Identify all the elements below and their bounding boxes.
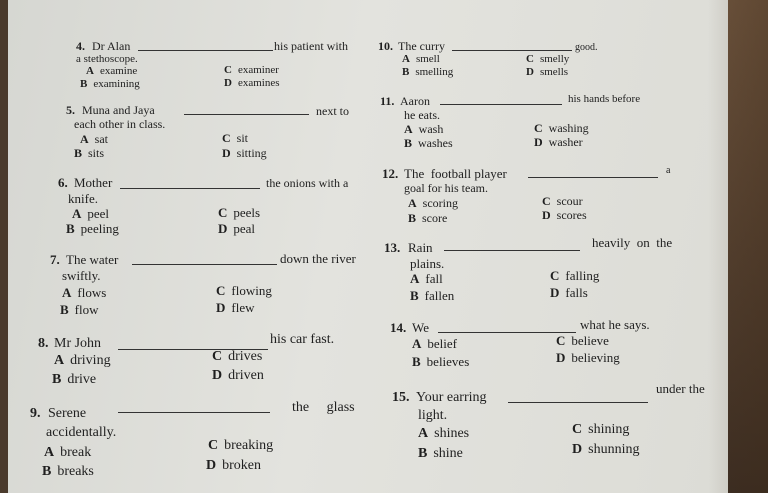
question-stem: Mother — [74, 175, 113, 190]
question-continuation: knife. — [68, 191, 98, 206]
question-number: 9. — [30, 406, 41, 421]
option-a: A sat — [80, 132, 109, 146]
question-number: 6. — [58, 175, 68, 190]
option-c: C believe — [556, 333, 609, 348]
question-stem-end: the onions with a — [266, 176, 349, 190]
option-d: D sitting — [222, 146, 267, 160]
option-c: C breaking — [208, 438, 274, 453]
option-d: D washer — [534, 135, 583, 149]
answer-blank[interactable] — [118, 412, 270, 413]
question-stem: The football player — [404, 166, 507, 181]
question-stem-end: the glass — [292, 400, 355, 415]
option-b: B smelling — [402, 66, 454, 78]
question-number: 11. — [380, 94, 395, 108]
question-stem: Dr Alan — [92, 39, 131, 53]
question-continuation: plains. — [410, 256, 445, 271]
question-stem: The water — [66, 252, 119, 267]
option-d: D shunning — [572, 442, 640, 457]
option-c: C washing — [534, 121, 589, 135]
question-stem: Aaron — [400, 94, 430, 108]
answer-blank[interactable] — [132, 264, 277, 265]
answer-blank[interactable] — [508, 402, 648, 403]
option-d: D driven — [212, 368, 264, 383]
question-stem: Your earring — [416, 390, 487, 405]
question-stem-end: what he says. — [580, 317, 650, 332]
question-number: 15. — [392, 390, 410, 405]
option-c: C examiner — [224, 64, 279, 76]
option-a: A shines — [418, 426, 470, 441]
question-stem-end: good. — [575, 42, 598, 53]
question-stem: We — [412, 320, 429, 335]
answer-blank[interactable] — [452, 50, 572, 51]
option-d: D broken — [206, 458, 262, 473]
option-c: C scour — [542, 194, 583, 208]
answer-blank[interactable] — [120, 188, 260, 189]
question-continuation: accidentally. — [46, 425, 117, 440]
option-d: D examines — [224, 77, 280, 89]
question-continuation: goal for his team. — [404, 181, 488, 195]
question-continuation: light. — [418, 408, 448, 423]
option-d: D scores — [542, 208, 587, 222]
option-a: A smell — [402, 53, 440, 65]
option-b: B breaks — [42, 464, 94, 479]
question-stem-end: a — [666, 165, 671, 176]
question-number: 7. — [50, 252, 60, 267]
question-stem: Mr John — [54, 336, 102, 351]
question-continuation: a stethoscope. — [76, 53, 138, 65]
answer-blank[interactable] — [138, 50, 273, 51]
option-b: B drive — [52, 372, 97, 387]
option-b: B believes — [412, 354, 470, 369]
question-stem-end: under the — [656, 381, 705, 396]
option-b: B examining — [80, 78, 140, 90]
question-continuation: each other in class. — [74, 117, 166, 131]
question-stem-end: his patient with — [274, 39, 348, 53]
option-a: A driving — [54, 353, 111, 368]
question-stem: Serene — [48, 406, 87, 421]
option-a: A wash — [404, 122, 444, 136]
option-d: D believing — [556, 350, 620, 365]
question-number: 12. — [382, 166, 399, 181]
question-number: 4. — [76, 39, 85, 53]
option-d: D falls — [550, 285, 588, 300]
option-b: B sits — [74, 146, 105, 160]
answer-blank[interactable] — [440, 104, 562, 105]
question-number: 8. — [38, 336, 49, 351]
option-b: B shine — [418, 446, 463, 461]
answer-blank[interactable] — [528, 177, 658, 178]
option-d: D peal — [218, 221, 256, 236]
option-a: A fall — [410, 271, 443, 286]
question-stem: The curry — [398, 39, 445, 53]
question-number: 5. — [66, 103, 75, 117]
question-number: 13. — [384, 240, 401, 255]
option-a: A flows — [62, 285, 107, 300]
question-continuation: he eats. — [404, 108, 440, 122]
option-c: C peels — [218, 205, 261, 220]
question-stem: Rain — [408, 240, 433, 255]
option-a: A break — [44, 445, 92, 460]
question-stem-end: his car fast. — [270, 332, 335, 347]
question-stem-end: next to — [316, 104, 349, 118]
option-a: A peel — [72, 206, 110, 221]
question-stem-end: down the river — [280, 251, 356, 266]
answer-blank[interactable] — [184, 114, 309, 115]
option-b: B flow — [60, 302, 99, 317]
option-d: D smells — [526, 66, 569, 78]
option-c: C shining — [572, 422, 630, 437]
question-stem-end: heavily on the — [592, 235, 673, 250]
question-stem: Muna and Jaya — [82, 103, 155, 117]
option-c: C sit — [222, 131, 249, 145]
worksheet — [8, 0, 728, 493]
question-stem-end: his hands before — [568, 93, 641, 105]
question-number: 10. — [378, 39, 393, 53]
option-c: C drives — [212, 349, 263, 364]
option-c: C smelly — [526, 53, 570, 65]
question-continuation: swiftly. — [62, 268, 101, 283]
option-b: B peeling — [66, 221, 119, 236]
question-number: 14. — [390, 320, 407, 335]
answer-blank[interactable] — [444, 250, 580, 251]
option-b: B score — [408, 211, 448, 225]
option-a: A belief — [412, 336, 457, 351]
option-a: A scoring — [408, 196, 458, 210]
option-b: B fallen — [410, 288, 455, 303]
option-a: A examine — [86, 65, 138, 77]
option-c: C falling — [550, 268, 600, 283]
option-c: C flowing — [216, 283, 272, 298]
option-b: B washes — [404, 136, 453, 150]
option-d: D flew — [216, 300, 255, 315]
